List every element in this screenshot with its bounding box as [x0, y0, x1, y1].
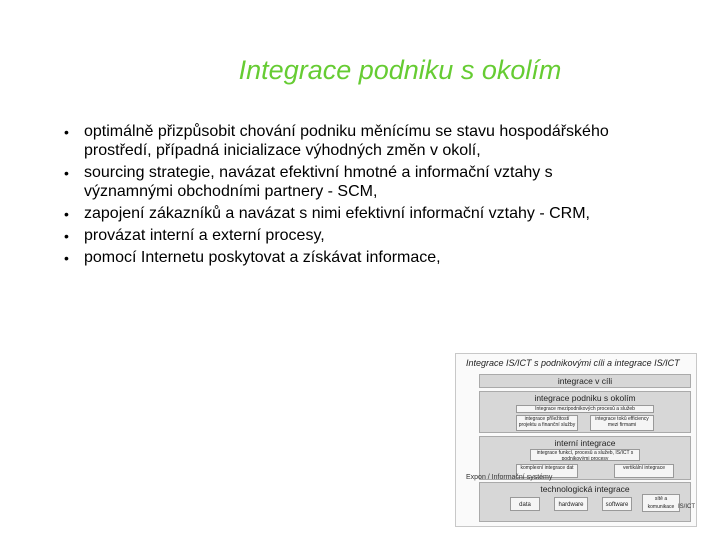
- tech-box-hardware: hardware: [554, 497, 588, 511]
- diagram-title: Integrace IS/ICT s podnikovými cíli a integrace IS/ICT: [466, 358, 680, 368]
- band-goals: [479, 374, 691, 388]
- bullet-item: [62, 226, 622, 245]
- internal-box-functions: integrace funkcí, procesů a služeb, IS/ICT s podnikovými procesy: [530, 449, 640, 461]
- slide-title: Integrace podniku s okolím: [238, 55, 562, 85]
- bullet-icon: •: [64, 124, 69, 140]
- band-external-label: integrace podniku s okolím: [534, 393, 636, 403]
- internal-box-vertical: vertikální integrace: [614, 464, 674, 478]
- bullet-text: sourcing strategie, navázat efektivní hmotné a informační vztahy s významnými obchodními partnery - SCM,: [84, 164, 553, 200]
- bullet-text: zapojení zákazníků a navázat s nimi efektivní informační vztahy - CRM,: [84, 205, 590, 222]
- band-external: [479, 391, 691, 433]
- band-technology-label: technologická integrace: [540, 484, 630, 494]
- tech-box-data: data: [510, 497, 540, 511]
- external-box-projects: integrace příležitostí projektu a finanční služby: [516, 415, 578, 431]
- bullet-item: [62, 122, 622, 160]
- external-box-flows: integrace toků efficiency mezi firmami: [590, 415, 654, 431]
- band-internal-label: interní integrace: [554, 438, 616, 448]
- bullet-item: [62, 204, 622, 223]
- bullet-icon: •: [64, 165, 69, 181]
- tech-box-software: software: [602, 497, 632, 511]
- bullet-item: [62, 248, 622, 267]
- bullet-icon: •: [64, 206, 69, 222]
- bullet-item: [62, 163, 622, 201]
- integration-diagram: [455, 353, 697, 527]
- bullet-text: provázat interní a externí procesy,: [84, 227, 325, 244]
- internal-box-data: komplexní integrace dat: [516, 464, 578, 478]
- bullet-icon: •: [64, 250, 69, 266]
- bullet-icon: •: [64, 228, 69, 244]
- bullet-list: [62, 122, 622, 270]
- band-goals-label: integrace v cíli: [557, 376, 613, 386]
- external-box-processes: Integrace mezipodnikových procesů a služeb: [516, 405, 654, 413]
- diagram-side-label-left: Expon / Informační systémy: [466, 474, 553, 481]
- bullet-text: optimálně přizpůsobit chování podniku měnícímu se stavu hospodářského prostředí, případná inicializace výhodných změn v okolí,: [84, 123, 609, 159]
- diagram-side-label-right: IS/ICT: [678, 504, 696, 510]
- tech-box-networks: sítě a komunikace: [642, 494, 680, 512]
- bullet-text: pomocí Internetu poskytovat a získávat informace,: [84, 249, 441, 266]
- band-technology: [479, 482, 691, 522]
